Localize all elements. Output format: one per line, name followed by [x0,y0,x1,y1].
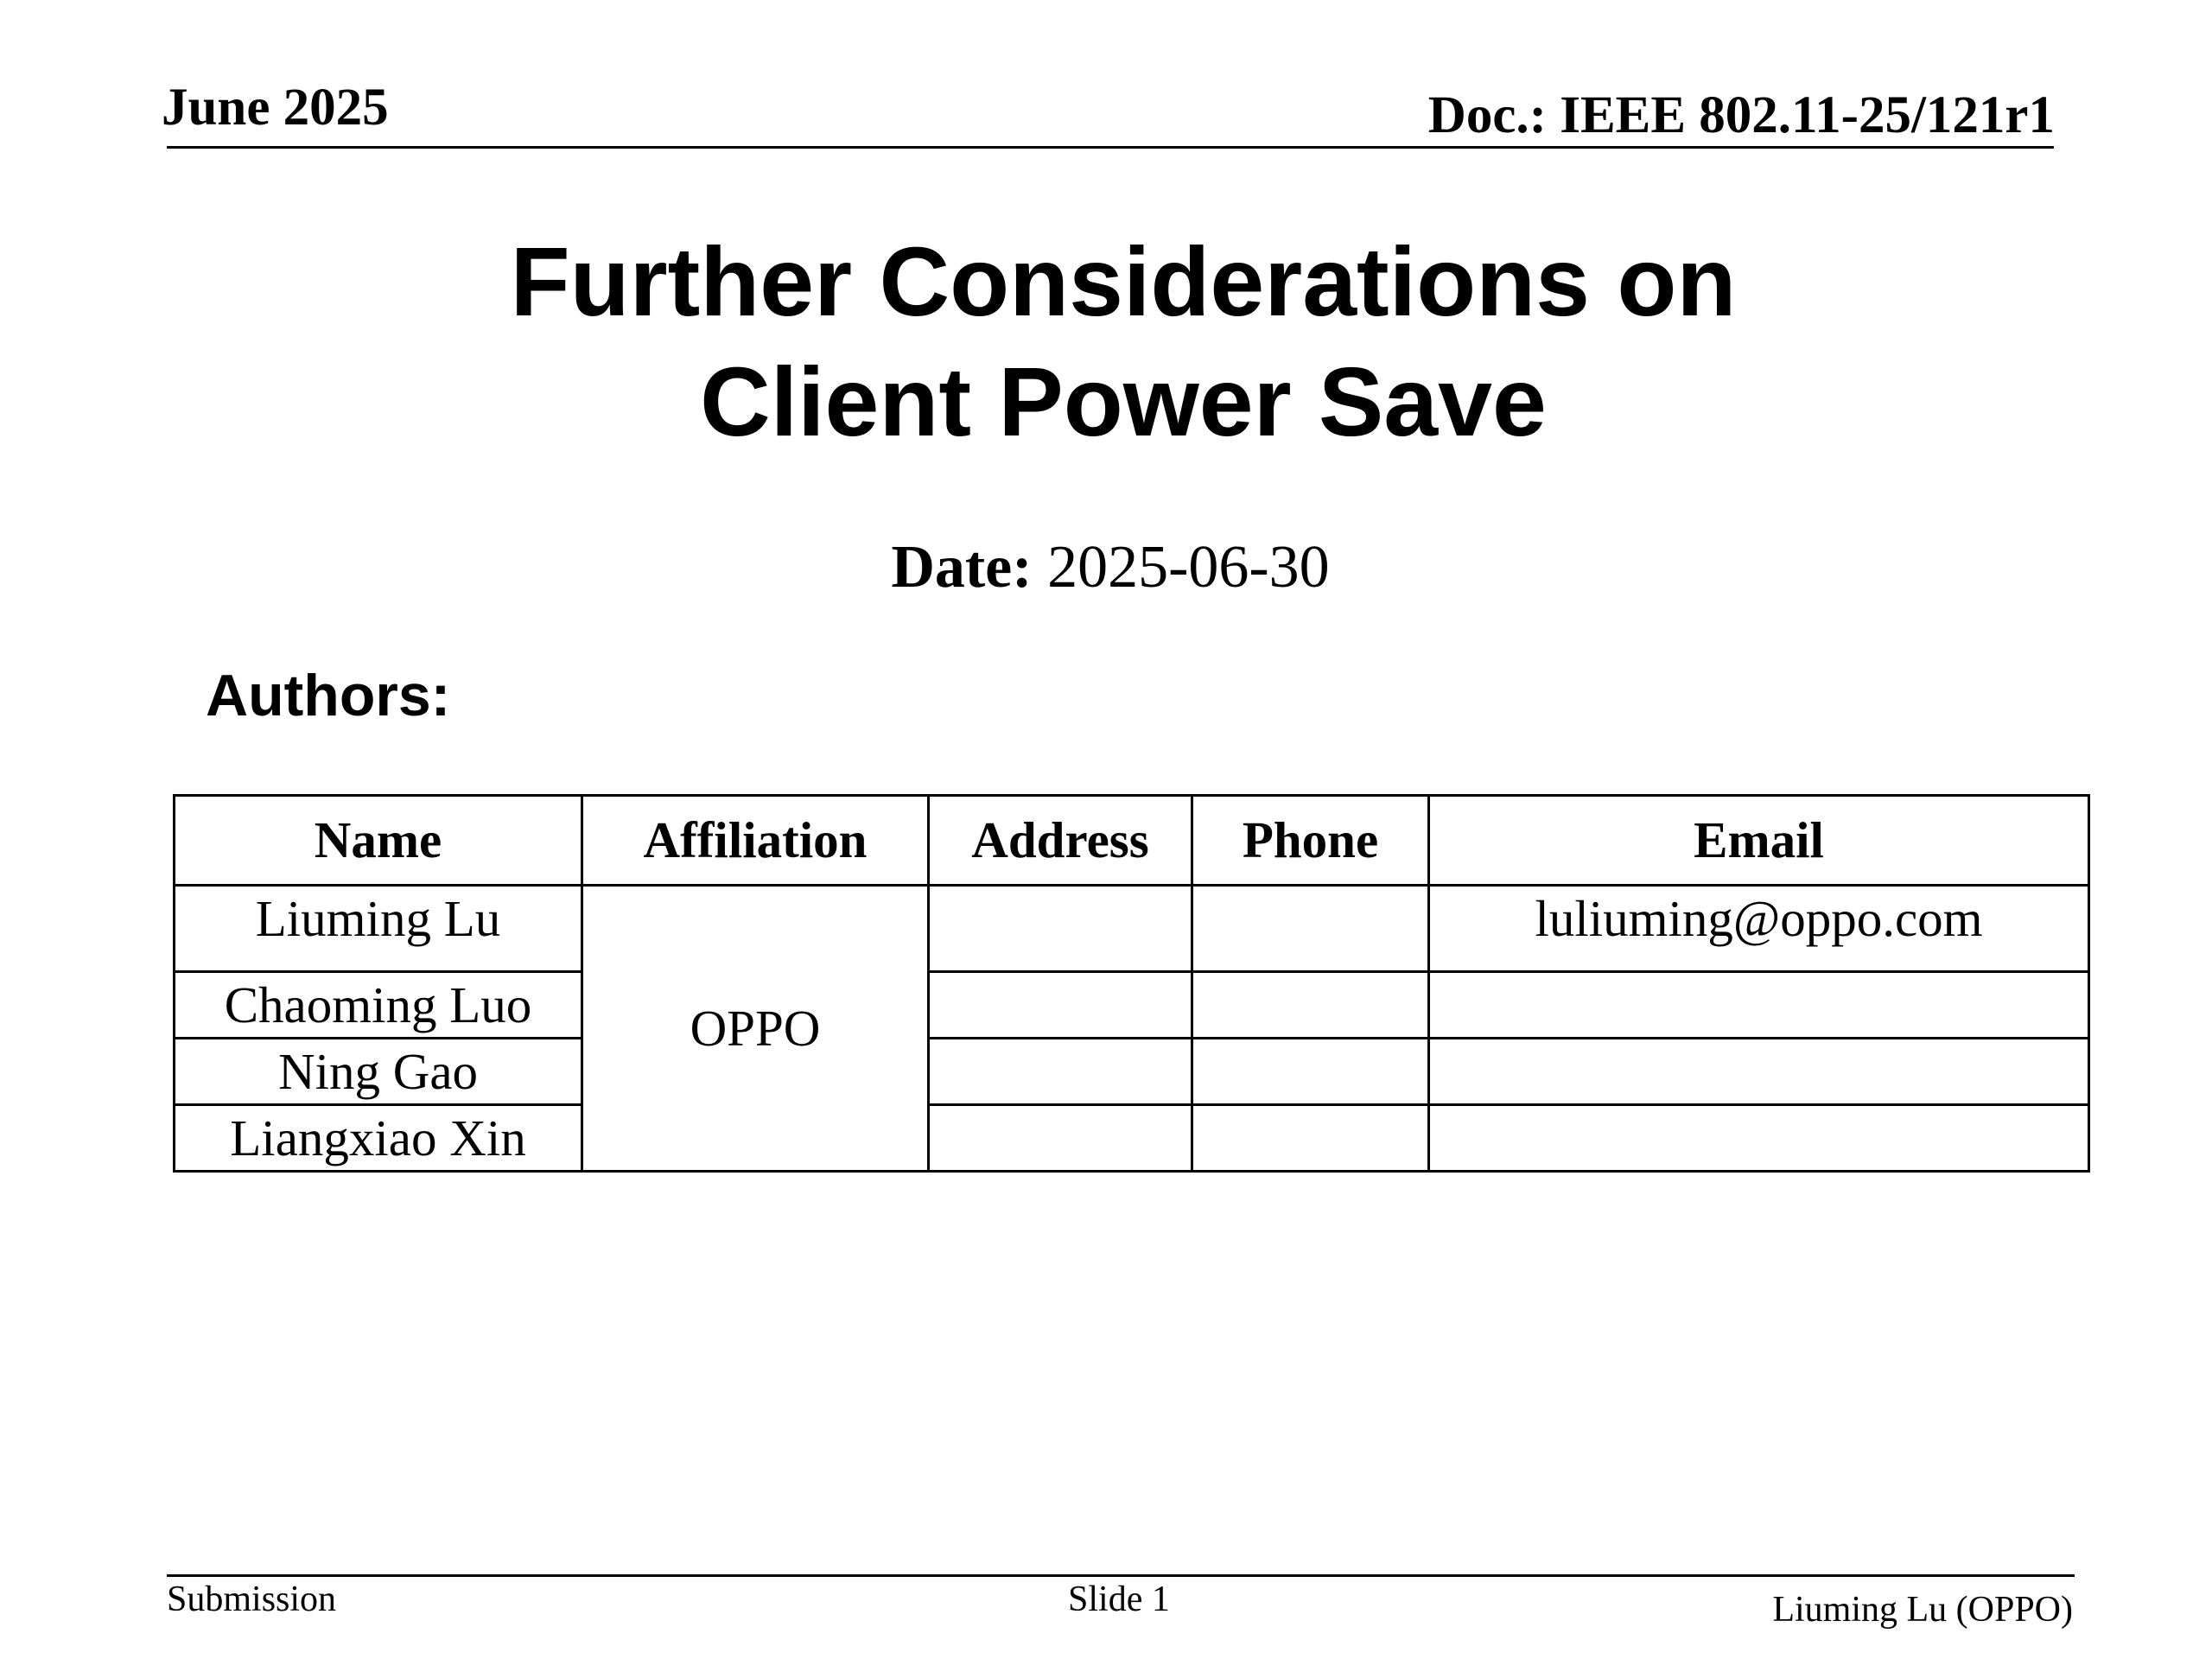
date-line [0,531,2212,604]
author-affiliation: OPPO [582,886,929,1172]
authors-table [173,794,2090,1173]
column-header-phone: Phone [1192,796,1429,886]
header-doc-id: Doc.: IEEE 802.11-25/121r1 [1427,86,2055,144]
table-row [175,972,2089,1039]
author-address [929,1105,1192,1172]
footer-slide-number: Slide 1 [1068,1580,1170,1619]
date-label: Date: [891,534,1033,601]
author-phone [1192,1039,1429,1105]
author-name: Liuming Lu [175,886,582,972]
author-email [1429,1039,2089,1105]
table-row [175,886,2089,972]
footer-rule [167,1574,2075,1577]
author-phone [1192,972,1429,1039]
author-address [929,972,1192,1039]
author-name: Chaoming Luo [175,972,582,1039]
authors-heading: Authors: [206,663,451,728]
header-rule [167,146,2054,149]
header-date: June 2025 [162,79,389,137]
author-email [1429,972,2089,1039]
author-phone [1192,886,1429,972]
author-name: Ning Gao [175,1039,582,1105]
column-header-name: Name [175,796,582,886]
column-header-affiliation: Affiliation [582,796,929,886]
author-email: luliuming@oppo.com [1429,886,2089,972]
table-header-row [175,796,2089,886]
author-address [929,1039,1192,1105]
table-row [175,1105,2089,1172]
table-row [175,1039,2089,1105]
author-email [1429,1105,2089,1172]
column-header-address: Address [929,796,1192,886]
author-address [929,886,1192,972]
title-line-2: Client Power Save [700,347,1547,456]
author-phone [1192,1105,1429,1172]
column-header-email: Email [1429,796,2089,886]
footer-author: Liuming Lu (OPPO) [1772,1590,2073,1630]
author-name: Liangxiao Xin [175,1105,582,1172]
title-line-1: Further Considerations on [510,227,1737,336]
slide-title [0,222,2212,462]
date-value: 2025-06-30 [1047,534,1330,601]
footer-submission: Submission [167,1580,337,1619]
